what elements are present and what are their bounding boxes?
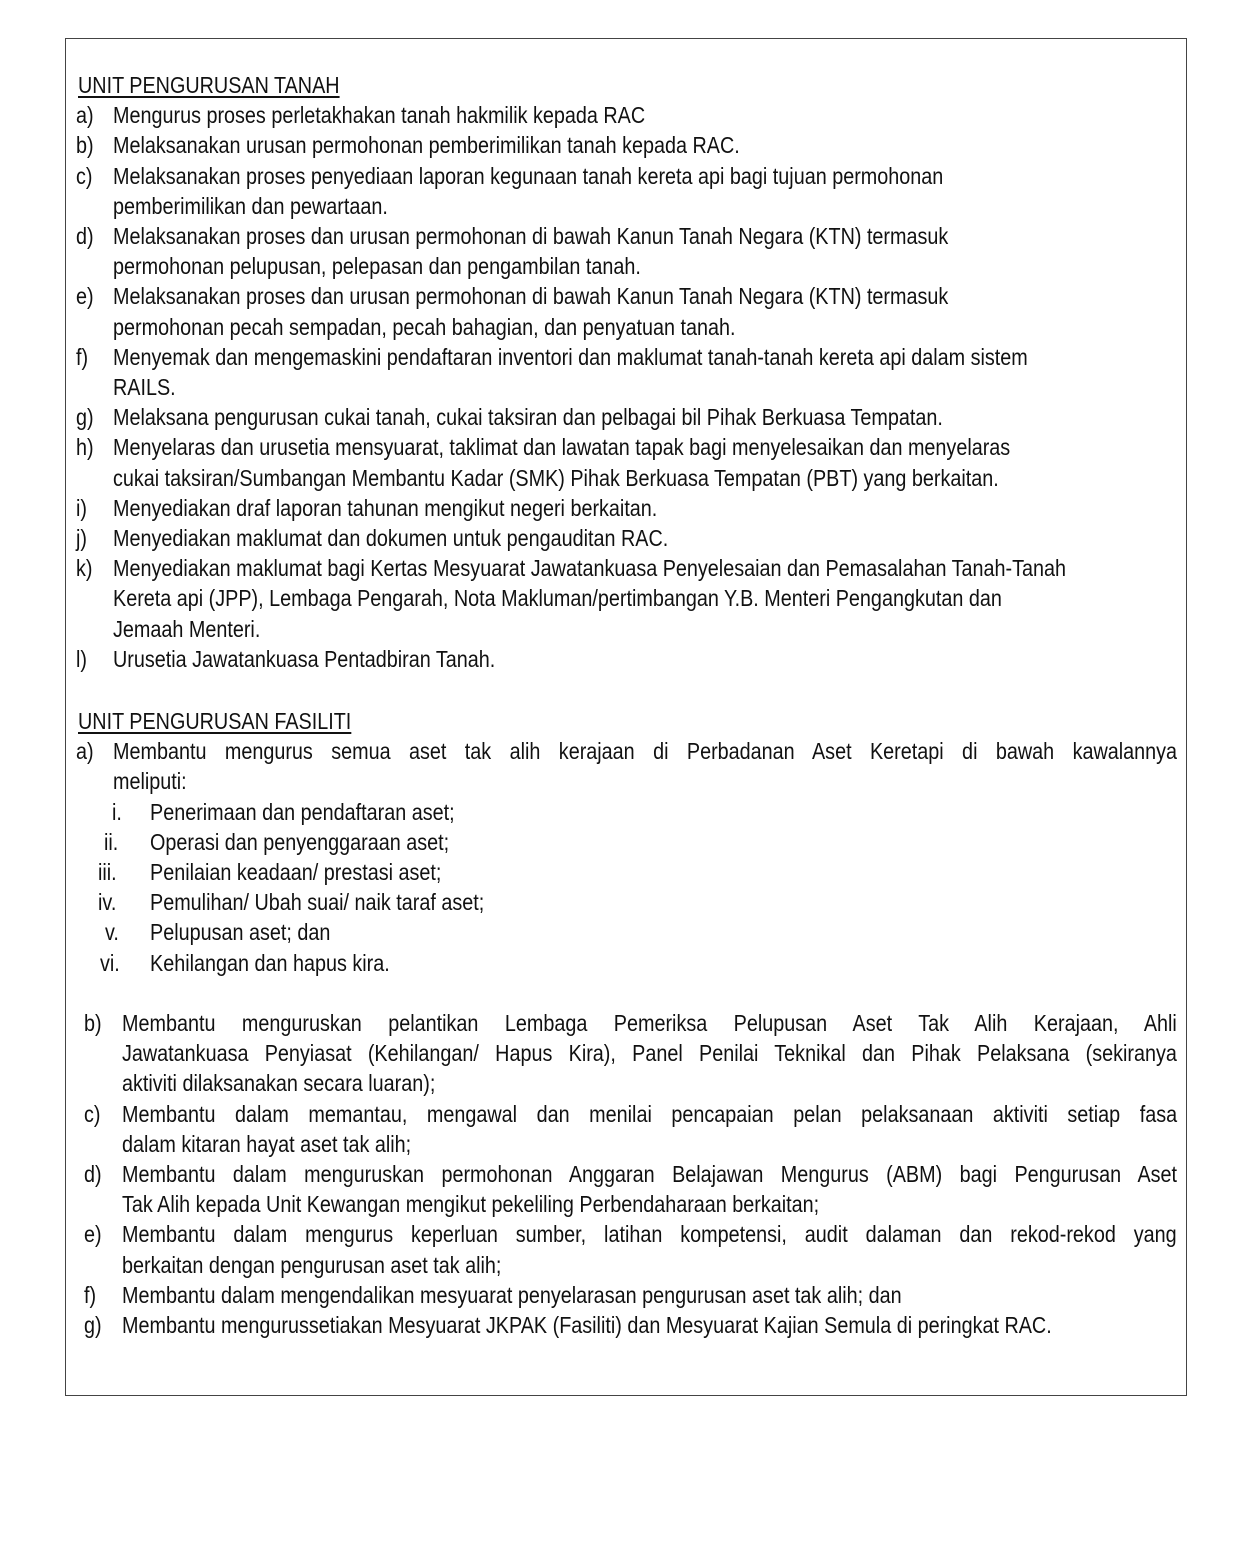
sublist-item-text: Pemulihan/ Ubah suai/ naik taraf aset; (150, 889, 485, 916)
sublist-item-text: Penilaian keadaan/ prestasi aset; (150, 859, 442, 885)
list-item-text: cukai taksiran/Sumbangan Membantu Kadar (SMK) Pihak Berkuasa Tempatan (PBT) yang berkaitan. (113, 464, 999, 491)
sublist-marker: i. (112, 798, 122, 825)
list-item-text: Membantu dalam mengendalikan mesyuarat penyelarasan pengurusan aset tak alih; dan (122, 1281, 902, 1308)
list-item-text: berkaitan dengan pengurusan aset tak alih; (122, 1251, 502, 1278)
list-item-text: Membantu mengurussetiakan Mesyuarat JKPAK (Fasiliti) dan Mesyuarat Kajian Semula di peringkat RAC. (122, 1312, 1052, 1338)
list-item-text: Melaksanakan proses penyediaan laporan kegunaan tanah kereta api bagi tujuan permohonan (113, 162, 944, 189)
list-item-text: meliputi: (113, 768, 187, 795)
sublist-marker: v. (105, 919, 119, 946)
list-item-text: Membantu menguruskan pelantikan Lembaga Pemeriksa Pelupusan Aset Tak Alih Kerajaan, Ahli (122, 1010, 1177, 1036)
section-title-fasiliti: UNIT PENGURUSAN FASILITI (78, 708, 352, 734)
list-marker: b) (76, 132, 94, 159)
list-marker: g) (76, 404, 94, 431)
list-item-text: Menyemak dan mengemaskini pendaftaran inventori dan maklumat tanah-tanah kereta api dalam sistem (113, 343, 1028, 370)
list-item-text: Jemaah Menteri. (113, 615, 261, 642)
list-marker: j) (76, 525, 87, 551)
list-item-text: Menyediakan maklumat bagi Kertas Mesyuarat Jawatankuasa Penyelesaian dan Pemasalahan Tanah-Tanah (113, 555, 1066, 582)
list-item-text: permohonan pecah sempadan, pecah bahagian, dan penyatuan tanah. (113, 313, 736, 340)
list-marker: f) (76, 343, 89, 370)
list-marker: e) (84, 1221, 102, 1248)
list-marker: b) (84, 1010, 102, 1036)
list-item-text: Menyelaras dan urusetia mensyuarat, taklimat dan lawatan tapak bagi menyelesaikan dan menyelaras (113, 434, 1011, 461)
list-item-text: Melaksanakan urusan permohonan pemberimilikan tanah kepada RAC. (113, 132, 740, 159)
list-item-text: dalam kitaran hayat aset tak alih; (122, 1130, 412, 1157)
list-marker: l) (76, 645, 87, 672)
list-marker: e) (76, 283, 94, 310)
section-title-tanah: UNIT PENGURUSAN TANAH (78, 72, 340, 98)
list-marker: g) (84, 1312, 102, 1338)
list-marker: c) (84, 1100, 101, 1127)
list-marker: c) (76, 162, 93, 189)
sublist-item-text: Penerimaan dan pendaftaran aset; (150, 798, 455, 825)
list-item-text: Menyediakan draf laporan tahunan mengikut negeri berkaitan. (113, 494, 658, 521)
list-item-text: Membantu dalam memantau, mengawal dan menilai pencapaian pelan pelaksanaan aktiviti setiap fasa (122, 1100, 1178, 1127)
sublist-item-text: Kehilangan dan hapus kira. (150, 949, 390, 976)
list-item-text: Membantu dalam mengurus keperluan sumber, latihan kompetensi, audit dalaman dan rekod-rekod yang (122, 1221, 1177, 1248)
list-item-text: Jawatankuasa Penyiasat (Kehilangan/ Hapus Kira), Panel Penilai Teknikal dan Pihak Pelaksana (sekiranya (122, 1040, 1177, 1067)
sublist-marker: iv. (98, 889, 117, 916)
list-marker: d) (84, 1161, 102, 1187)
list-marker: h) (76, 434, 94, 461)
list-marker: k) (76, 555, 93, 582)
list-item-text: aktiviti dilaksanakan secara luaran); (122, 1070, 436, 1097)
list-item-text: Tak Alih kepada Unit Kewangan mengikut pekeliling Perbendaharaan berkaitan; (122, 1191, 820, 1218)
list-item-text: Kereta api (JPP), Lembaga Pengarah, Nota Makluman/pertimbangan Y.B. Menteri Pengangkutan dan (113, 585, 1002, 612)
list-marker: i) (76, 494, 87, 521)
list-item-text: Menyediakan maklumat dan dokumen untuk pengauditan RAC. (113, 525, 669, 551)
list-marker: a) (76, 738, 94, 765)
list-item-text: permohonan pelupusan, pelepasan dan pengambilan tanah. (113, 253, 641, 280)
list-marker: f) (84, 1281, 97, 1308)
list-item-text: Urusetia Jawatankuasa Pentadbiran Tanah. (113, 645, 496, 672)
sublist-item-text: Operasi dan penyenggaraan aset; (150, 828, 450, 855)
list-marker: a) (76, 102, 94, 129)
list-item-text: Membantu dalam menguruskan permohonan Anggaran Belajawan Mengurus (ABM) bagi Pengurusan Aset (122, 1161, 1178, 1187)
list-item-text: pemberimilikan dan pewartaan. (113, 192, 388, 219)
sublist-item-text: Pelupusan aset; dan (150, 919, 331, 946)
list-marker: d) (76, 223, 94, 249)
list-item-text: Melaksanakan proses dan urusan permohonan di bawah Kanun Tanah Negara (KTN) termasuk (113, 283, 949, 310)
sublist-marker: ii. (104, 828, 119, 855)
sublist-marker: vi. (100, 949, 120, 976)
list-item-text: RAILS. (113, 374, 176, 400)
sublist-marker: iii. (98, 859, 117, 885)
list-item-text: Melaksanakan proses dan urusan permohonan di bawah Kanun Tanah Negara (KTN) termasuk (113, 223, 949, 249)
list-item-text: Melaksana pengurusan cukai tanah, cukai taksiran dan pelbagai bil Pihak Berkuasa Tempatan. (113, 404, 943, 431)
list-item-text: Membantu mengurus semua aset tak alih kerajaan di Perbadanan Aset Keretapi di bawah kawalannya (113, 738, 1178, 765)
list-item-text: Mengurus proses perletakhakan tanah hakmilik kepada RAC (113, 102, 646, 129)
